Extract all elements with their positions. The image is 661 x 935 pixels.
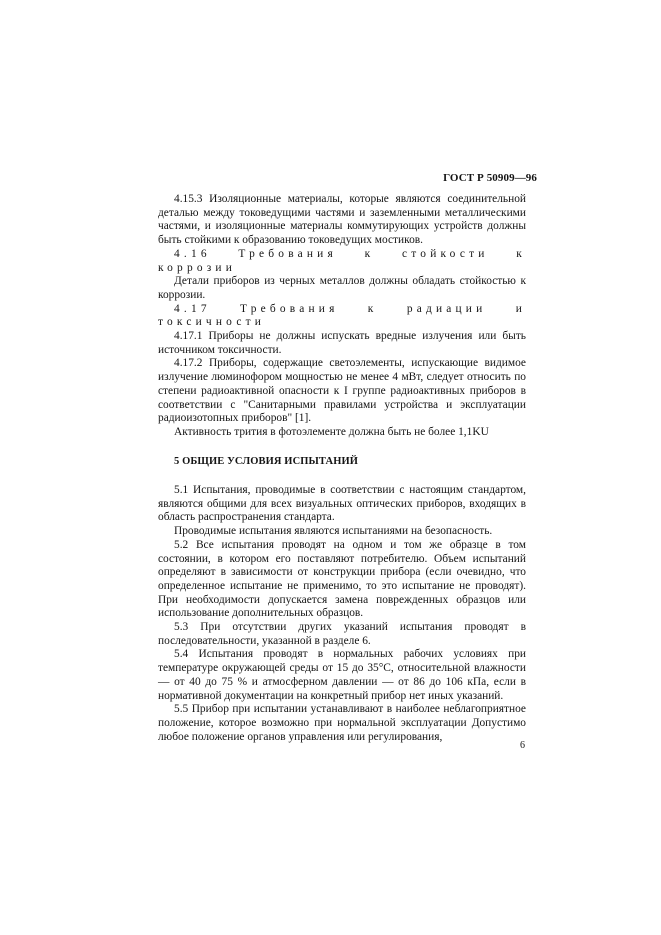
- paragraph-5-4: 5.4 Испытания проводят в нормальных рабочих условиях при температуре окружающей среды от 15 до 35°С, относительной влажности — от 40 до 75 % и атмосферном давлении — от 86 до 106 кПа, если в нормативной документации на конкретный прибор нет иных указаний.: [158, 648, 526, 702]
- section-5-body: [158, 484, 526, 744]
- requirements-block: [158, 193, 526, 440]
- standard-header: ГОСТ Р 50909—96: [443, 172, 537, 184]
- paragraph-5-1: 5.1 Испытания, проводимые в соответствии с настоящим стандартом, являются общими для всех визуальных оптических приборов, входящих в область распространения стандарта.: [158, 484, 526, 524]
- paragraph-5-5: 5.5 Прибор при испытании устанавливают в наиболее неблагоприятное положение, которое возможно при нормальной эксплуатации Допустимо любое положение органов управления или регулирования,: [158, 703, 526, 743]
- paragraph-5-1-safety: Проводимые испытания являются испытаниями на безопасность.: [174, 525, 493, 538]
- paragraph-4-15-3: 4.15.3 Изоляционные материалы, которые являются соединительной деталью между токоведущими частями и заземленными металлическими частями, и изоляционные материалы коммутирующих устройств должны быть стойкими к образованию токоведущих мостиков.: [158, 193, 526, 247]
- heading-4-16: 4.16 Требования к стойкости к коррозии: [158, 247, 526, 274]
- paragraph-4-16-body: Детали приборов из черных металлов должны обладать стойкостью к коррозии.: [158, 275, 526, 301]
- paragraph-4-17-2: 4.17.2 Приборы, содержащие светоэлементы, испускающие видимое излучение люминофором мощностью не менее 4 мВт, следует относить по степени радиоактивной опасности к I группе радиоактивных приборов в соответствии с "Санитарными правилами устройства и эксплуатации радиоизотопных приборов" [1].: [158, 357, 526, 425]
- page-number: 6: [520, 740, 525, 751]
- paragraph-4-17-1: 4.17.1 Приборы не должны испускать вредные излучения или быть источником токсичности.: [158, 330, 526, 356]
- section-5-title: 5 ОБЩИЕ УСЛОВИЯ ИСПЫТАНИЙ: [174, 456, 358, 467]
- heading-4-17: 4.17 Требования к радиации и токсичности: [158, 302, 526, 329]
- paragraph-5-3: 5.3 При отсутствии других указаний испытания проводят в последовательности, указанной в разделе 6.: [158, 621, 526, 647]
- paragraph-5-2: 5.2 Все испытания проводят на одном и том же образце в том состоянии, в котором его поставляют потребителю. Объем испытаний определяют в зависимости от конструкции прибора (если очевидно, что определенное испытание не применимо, то это испытание не проводят). При необходимости допускается замена поврежденных образцов или использование дополнительных образцов.: [158, 538, 526, 620]
- paragraph-tritium: Активность трития в фотоэлементе должна быть не более 1,1KU: [174, 425, 489, 438]
